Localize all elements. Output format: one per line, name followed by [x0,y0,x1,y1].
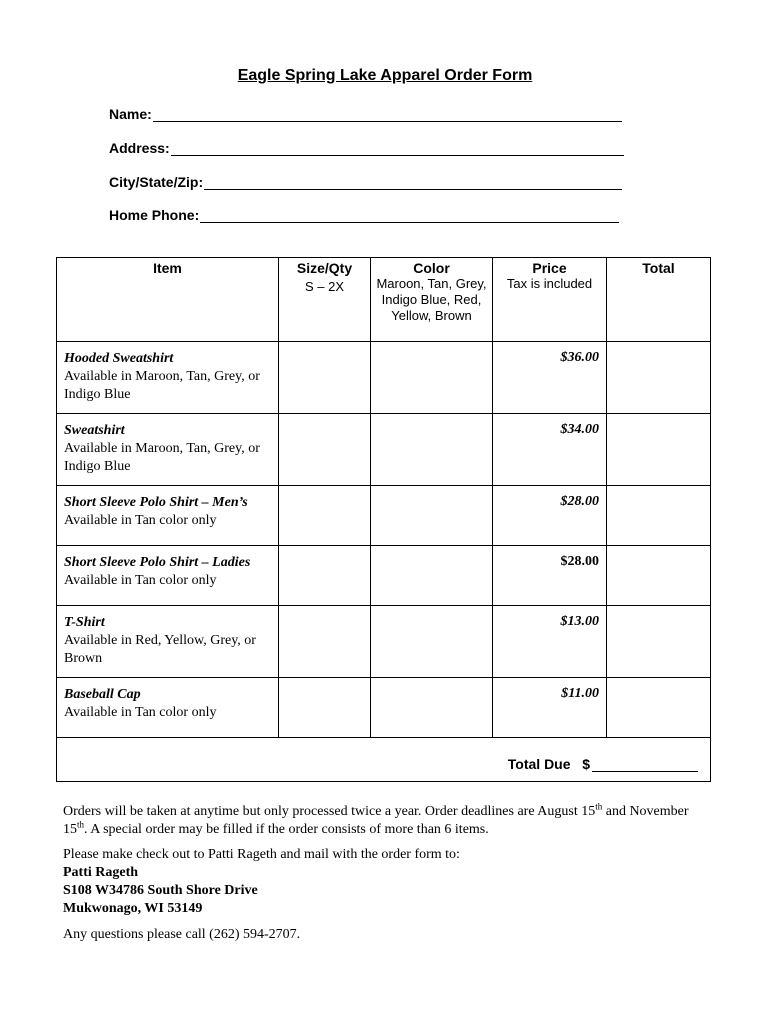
color-cell[interactable] [371,678,493,738]
page-title: Eagle Spring Lake Apparel Order Form [237,67,533,84]
payment-note: Please make check out to Patti Rageth and mail with the order form to: [63,847,460,862]
total-due-label: Total Due [507,756,571,772]
item-cell [57,606,279,678]
price-cell: $36.00 [493,342,607,414]
order-deadlines-note: Orders will be taken at anytime but only processed twice a year. Order deadlines are August 15th and November 15th. A special order may be filled if the order consists of more than 6 items. [63,801,689,837]
price-cell: $11.00 [493,678,607,738]
total-due-row [57,738,711,782]
item-cell [57,486,279,546]
size-qty-cell[interactable] [279,678,371,738]
item-description: Available in Tan color only [64,705,217,720]
city-state-zip-field[interactable] [109,174,622,190]
item-name: T-Shirt [64,615,105,630]
header-total: Total [607,258,711,342]
size-qty-cell[interactable] [279,342,371,414]
size-qty-cell[interactable] [279,414,371,486]
item-name: Short Sleeve Polo Shirt – Men’s [64,495,248,510]
name-blank[interactable] [153,107,622,122]
item-name: Baseball Cap [64,687,141,702]
item-name: Short Sleeve Polo Shirt – Ladies [64,555,251,570]
table-row [57,606,711,678]
city-state-zip-label: City/State/Zip: [109,174,204,190]
item-cell [57,678,279,738]
name-label: Name: [109,106,152,122]
tax-note: Tax is included [506,276,593,291]
color-cell[interactable] [371,342,493,414]
address-blank[interactable] [171,141,624,156]
size-qty-cell[interactable] [279,546,371,606]
table-row [57,678,711,738]
total-cell[interactable] [607,486,711,546]
table-row [57,414,711,486]
table-row [57,342,711,414]
size-qty-cell[interactable] [279,486,371,546]
home-phone-label: Home Phone: [109,207,200,223]
price-cell: $13.00 [493,606,607,678]
name-field[interactable] [109,106,622,122]
total-cell[interactable] [607,342,711,414]
order-table [56,257,711,782]
total-cell[interactable] [607,606,711,678]
price-cell: $28.00 [493,486,607,546]
address-field[interactable] [109,140,624,156]
color-cell[interactable] [371,546,493,606]
total-due-currency: $ [582,756,590,772]
price-cell: $28.00 [493,546,607,606]
mail-city: Mukwonago, WI 53149 [63,901,203,916]
color-cell[interactable] [371,414,493,486]
total-cell[interactable] [607,546,711,606]
table-row [57,546,711,606]
city-state-zip-blank[interactable] [204,175,622,190]
item-cell [57,414,279,486]
color-cell[interactable] [371,486,493,546]
price-cell: $34.00 [493,414,607,486]
mail-recipient: Patti Rageth [63,865,139,880]
header-size-qty: Size/Qty S – 2X [279,258,371,342]
item-description: Available in Maroon, Tan, Grey, or Indigo Blue [64,441,260,474]
size-range: S – 2X [304,279,345,294]
item-description: Available in Tan color only [64,513,217,528]
total-due [57,738,711,782]
header-color: Color Maroon, Tan, Grey, Indigo Blue, Red, Yellow, Brown [371,258,493,342]
item-name: Sweatshirt [64,423,125,438]
table-row [57,486,711,546]
address-label: Address: [109,140,170,156]
header-price: Price Tax is included [493,258,607,342]
contact-note: Any questions please call (262) 594-2707. [63,927,301,942]
item-name: Hooded Sweatshirt [64,351,174,366]
table-header-row [57,258,711,342]
mail-street: S108 W34786 South Shore Drive [63,883,258,898]
color-cell[interactable] [371,606,493,678]
color-options: Maroon, Tan, Grey, Indigo Blue, Red, Yellow, Brown [376,276,487,323]
item-cell [57,342,279,414]
size-qty-cell[interactable] [279,606,371,678]
item-description: Available in Red, Yellow, Grey, or Brown [64,633,256,666]
item-cell [57,546,279,606]
home-phone-field[interactable] [109,207,619,223]
item-description: Available in Maroon, Tan, Grey, or Indigo Blue [64,369,260,402]
total-due-blank[interactable] [592,757,698,772]
item-description: Available in Tan color only [64,573,217,588]
header-item: Item [57,258,279,342]
total-cell[interactable] [607,414,711,486]
mailing-instructions [63,846,713,918]
home-phone-blank[interactable] [200,208,619,223]
total-cell[interactable] [607,678,711,738]
